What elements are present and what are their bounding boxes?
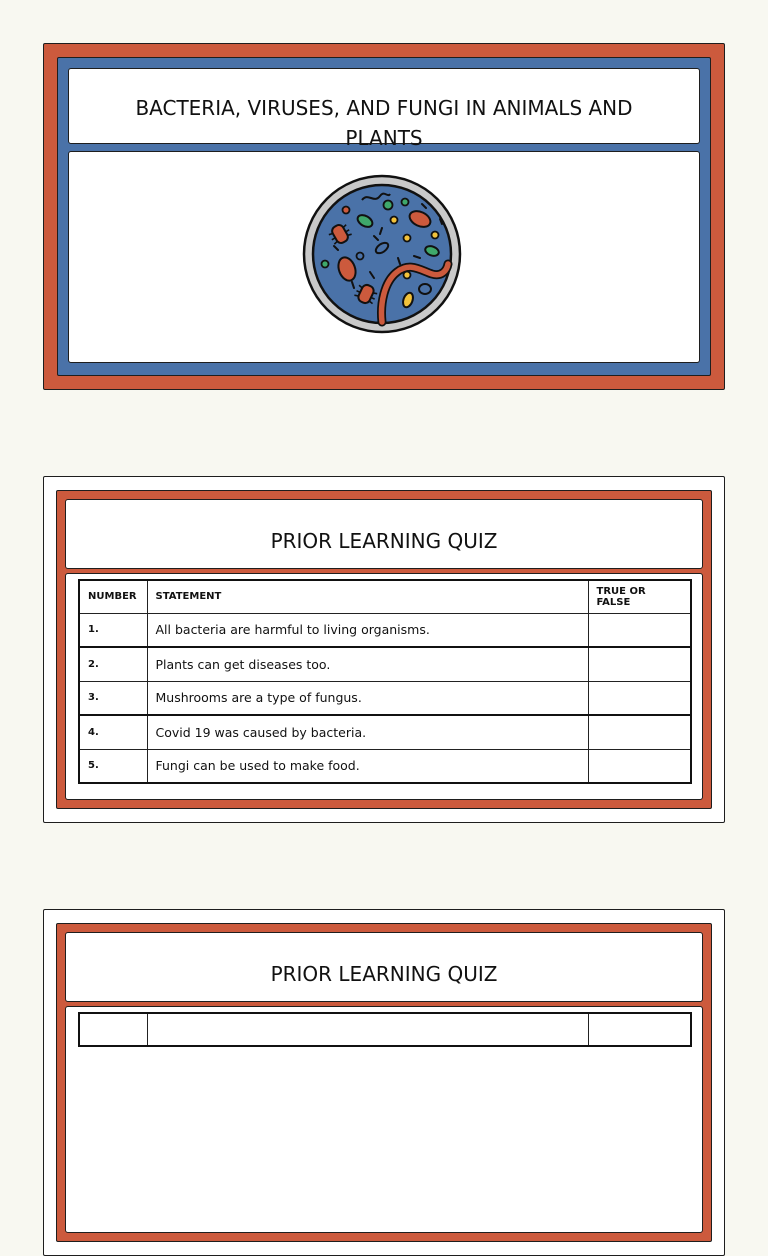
header-statement: STATEMENT [147,580,588,613]
header-true-or-false: TRUE OR FALSE [588,580,691,613]
table-header-row [79,580,691,613]
image-box [68,151,700,363]
quiz-table-box [65,1006,703,1233]
quiz-slide-frame [56,923,712,1242]
row-answer-cell[interactable] [588,681,691,715]
header-number: NUMBER [79,580,147,613]
quiz-title-box [65,932,703,1002]
quiz-slide-2 [43,909,725,1256]
table-row [79,647,691,681]
title-slide-inner-frame [57,57,711,376]
row-statement: Covid 19 was caused by bacteria. [147,715,588,749]
title-box [68,68,700,150]
header-number [79,1013,147,1046]
row-statement: Fungi can be used to make food. [147,749,588,783]
row-statement: Plants can get diseases too. [147,647,588,681]
table-row [79,749,691,783]
quiz-slide [43,476,725,823]
slide-title: BACTERIA, VIRUSES, AND FUNGI IN ANIMALS AND PLANTS [135,96,633,150]
row-number: 3. [79,681,147,715]
quiz-table [78,1012,692,1047]
row-number: 4. [79,715,147,749]
table-row [79,681,691,715]
table-row [79,613,691,647]
row-number: 2. [79,647,147,681]
petri-dish-microbes-icon [302,174,462,334]
quiz-title-box [65,499,703,569]
row-statement: Mushrooms are a type of fungus. [147,681,588,715]
row-number: 1. [79,613,147,647]
row-number: 5. [79,749,147,783]
quiz-title: PRIOR LEARNING QUIZ [270,529,498,553]
table-row [79,715,691,749]
quiz-title: PRIOR LEARNING QUIZ [270,962,498,986]
row-statement: All bacteria are harmful to living organisms. [147,613,588,647]
table-header-row [79,1013,691,1046]
row-answer-cell[interactable] [588,749,691,783]
row-answer-cell[interactable] [588,715,691,749]
row-answer-cell[interactable] [588,613,691,647]
quiz-table [78,579,692,784]
title-slide [43,43,725,390]
header-true-or-false [588,1013,691,1046]
quiz-table-box [65,573,703,800]
quiz-slide-frame [56,490,712,809]
header-statement [147,1013,588,1046]
row-answer-cell[interactable] [588,647,691,681]
